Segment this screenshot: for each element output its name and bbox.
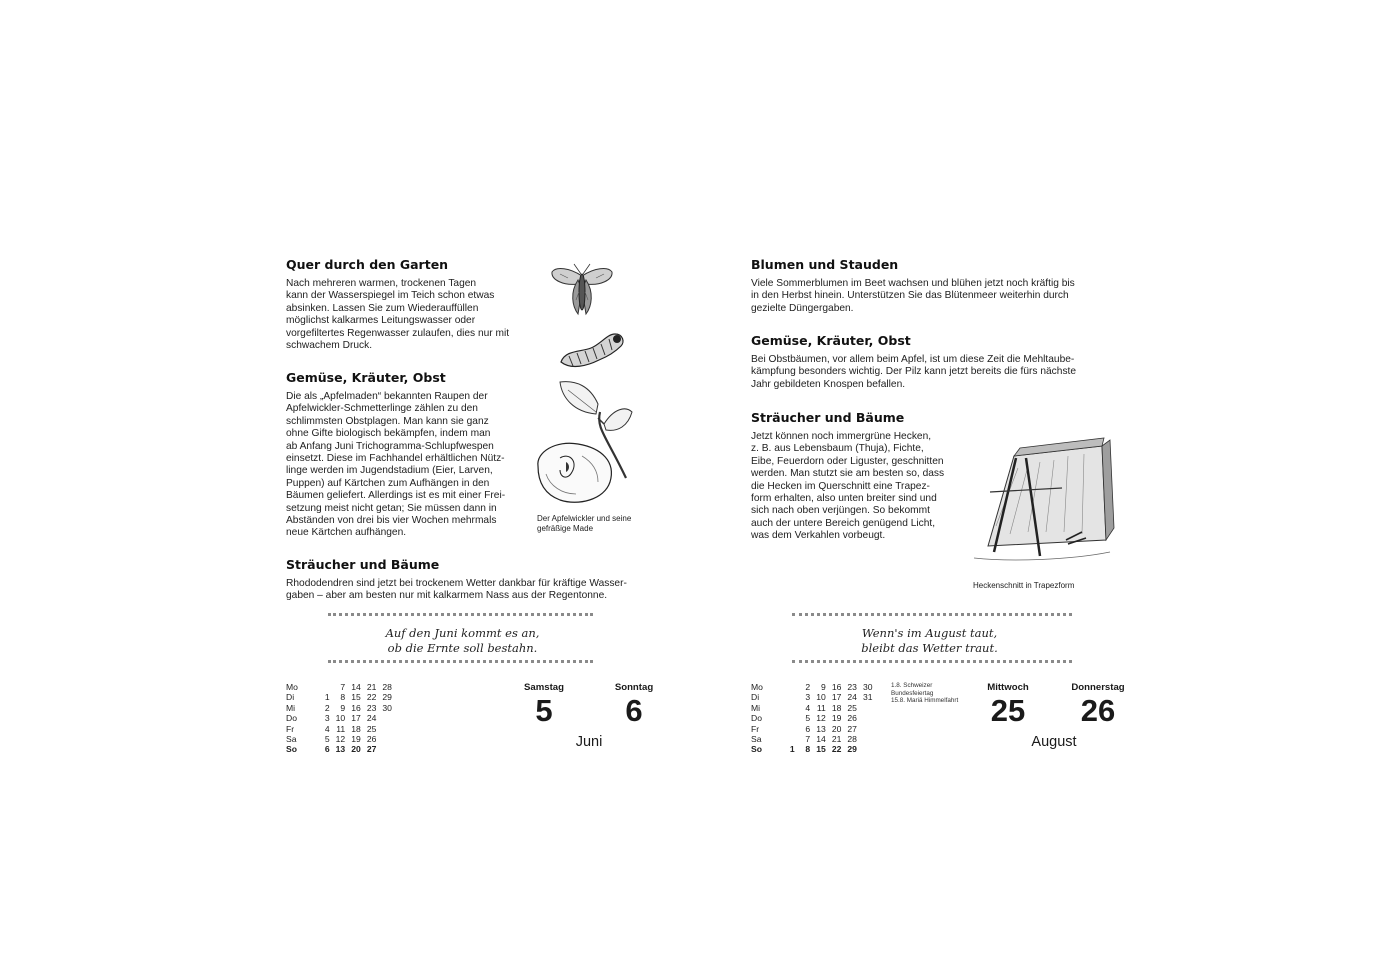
calendar-week-row [751, 692, 873, 702]
calendar-date [376, 744, 392, 754]
calendar-date: 26 [847, 713, 857, 724]
calendar-date: 13 [816, 723, 826, 734]
weather-saying: Wenn's im August taut, bleibt das Wetter traut. [861, 626, 998, 655]
calendar-date: 17 [831, 692, 842, 703]
calendar-date: 6 [324, 744, 330, 755]
section-heading-garden: Quer durch den Garten [286, 257, 449, 272]
calendar-weekday: Mi [286, 702, 296, 713]
calendar-date: 24 [847, 692, 857, 703]
apple-leaves-illustration [532, 378, 634, 508]
month-calendar [286, 682, 392, 755]
caterpillar-illustration [555, 326, 627, 372]
calendar-date [779, 703, 795, 713]
calendar-date: 29 [847, 744, 857, 755]
calendar-date: 21 [831, 734, 842, 745]
calendar-week-row [751, 703, 873, 713]
day-number-sunday: 6 [625, 693, 643, 728]
calendar-weekday: Di [286, 692, 295, 703]
calendar-date: 18 [831, 702, 842, 713]
calendar-date [857, 744, 873, 754]
day-number-saturday: 5 [535, 693, 553, 728]
calendar-weekday: Fr [751, 723, 760, 734]
calendar-date: 1 [324, 692, 330, 703]
calendar-date: 29 [382, 692, 392, 703]
calendar-date [376, 734, 392, 744]
calendar-date: 9 [340, 702, 346, 713]
calendar-date [779, 734, 795, 744]
illustration-caption: Heckenschnitt in Trapezform [973, 581, 1075, 590]
day-name-thursday: Donnerstag [1071, 682, 1125, 693]
calendar-week-row [286, 692, 392, 702]
calendar-weekday: Sa [751, 734, 762, 745]
calendar-weekday: So [286, 744, 297, 755]
calendar-date [779, 713, 795, 723]
calendar-date: 23 [366, 702, 377, 713]
day-number-wednesday: 25 [990, 693, 1026, 728]
month-calendar [751, 682, 873, 755]
calendar-date: 5 [805, 713, 811, 724]
calendar-date [376, 724, 392, 734]
calendar-weekday: Do [751, 713, 762, 724]
right-page [700, 0, 1400, 960]
day-number-thursday: 26 [1080, 693, 1116, 728]
calendar-weekday: So [751, 744, 762, 755]
calendar-week-row [286, 724, 392, 734]
calendar-date: 15 [816, 744, 826, 755]
calendar-date: 27 [847, 723, 857, 734]
calendar-date: 17 [351, 713, 361, 724]
section-text-shrubs: Rhododendren sind jetzt bei trockenem Wetter dankbar für kräftige Wasser- gaben – aber am besten nur mit kalkarmem Nass aus der Regentonne. [286, 578, 627, 602]
section-text-shrubs: Jetzt können noch immergrüne Hecken, z. B. aus Lebensbaum (Thuja), Fichte, Eibe, Feuerdorn oder Liguster, geschnitten werden. Man stutzt sie am besten so, dass die Hecken im Querschnitt eine Trapez- form erhalten, also unten breiter sind und sich nach oben verjüngen. So bekommt auch der untere Bereich genügend Licht, was dem Verkahlen vorbeugt. [751, 431, 945, 542]
month-name: Juni [575, 734, 603, 750]
month-name: August [1031, 734, 1077, 750]
hedge-trapezoid-illustration [970, 428, 1116, 578]
calendar-date: 14 [351, 682, 361, 692]
day-name-saturday: Samstag [524, 682, 564, 693]
calendar-weekday: Do [286, 713, 297, 724]
calendar-date: 8 [805, 744, 811, 755]
section-heading-vegetables: Gemüse, Kräuter, Obst [286, 370, 446, 385]
calendar-week-row [751, 724, 873, 734]
calendar-date: 11 [816, 702, 826, 713]
divider-bottom [328, 660, 593, 663]
calendar-date: 30 [382, 702, 392, 713]
calendar-date [857, 734, 873, 744]
calendar-date: 2 [805, 682, 811, 692]
calendar-date: 20 [831, 723, 842, 734]
calendar-date [376, 713, 392, 723]
calendar-date: 25 [847, 702, 857, 713]
calendar-week-row [286, 734, 392, 744]
section-heading-vegetables: Gemüse, Kräuter, Obst [751, 333, 911, 348]
calendar-date [314, 682, 330, 692]
calendar-date: 21 [366, 682, 377, 692]
calendar-weekday: Sa [286, 734, 297, 745]
section-heading-flowers: Blumen und Stauden [751, 257, 899, 272]
day-name-sunday: Sonntag [614, 682, 654, 693]
calendar-date: 15 [351, 692, 361, 703]
calendar-date: 6 [805, 723, 811, 734]
calendar-weekday: Mo [286, 682, 298, 692]
calendar-date: 8 [340, 692, 346, 703]
calendar-week-row [751, 682, 873, 692]
calendar-date: 22 [366, 692, 377, 703]
illustration-caption: Der Apfelwickler und seine gefräßige Made [537, 514, 632, 533]
calendar-weekday: Mo [751, 682, 763, 692]
calendar-weekday: Fr [286, 723, 295, 734]
section-text-garden: Nach mehreren warmen, trockenen Tagen kann der Wasserspiegel im Teich schon etwas absinken. Lassen Sie zum Wiederauffüllen möglichst kalkarmes Leitungswasser oder vorgefiltertes Regenwasser zulaufen, dies nur mit schwachem Druck. [286, 278, 510, 352]
weather-saying: Auf den Juni kommt es an, ob die Ernte soll bestahn. [385, 626, 540, 655]
divider-top [792, 613, 1072, 616]
calendar-date: 7 [805, 734, 811, 745]
calendar-date [857, 703, 873, 713]
calendar-week-row [286, 744, 392, 754]
calendar-date: 12 [335, 734, 346, 745]
calendar-date: 20 [351, 744, 361, 755]
calendar-date: 28 [847, 734, 857, 745]
calendar-date: 31 [863, 692, 873, 703]
calendar-date: 14 [816, 734, 826, 745]
calendar-date [779, 682, 795, 692]
calendar-date: 11 [336, 723, 346, 734]
calendar-date: 23 [847, 682, 857, 692]
calendar-date: 10 [816, 692, 826, 703]
calendar-week-row [286, 682, 392, 692]
calendar-date [779, 724, 795, 734]
calendar-date: 13 [335, 744, 346, 755]
calendar-date: 30 [863, 682, 873, 692]
calendar-date: 25 [366, 723, 377, 734]
calendar-date: 1 [789, 744, 795, 755]
section-text-vegetables: Bei Obstbäumen, vor allem beim Apfel, ist um diese Zeit die Mehltaube- kämpfung besonders wichtig. Der Pilz kann jetzt bereits die fürs nächste Jahr gebildeten Knospen befallen. [751, 354, 1077, 390]
section-heading-shrubs: Sträucher und Bäume [751, 410, 905, 425]
calendar-week-row [751, 734, 873, 744]
calendar-date: 16 [351, 702, 361, 713]
calendar-week-row [751, 744, 873, 754]
calendar-date: 19 [831, 713, 842, 724]
calendar-date [857, 724, 873, 734]
calendar-date: 19 [351, 734, 361, 745]
calendar-date: 26 [366, 734, 377, 745]
calendar-date: 7 [340, 682, 346, 692]
calendar-date: 10 [335, 713, 346, 724]
day-name-wednesday: Mittwoch [987, 682, 1029, 693]
section-text-flowers: Viele Sommerblumen im Beet wachsen und blühen jetzt noch kräftig bis in den Herbst hinein. Unterstützen Sie das Blütenmeer weiterhin durch gezielte Düngergaben. [751, 278, 1075, 314]
calendar-date: 3 [324, 713, 330, 724]
holiday-notes: 1.8. Schweizer Bundesfeiertag 15.8. Mariä Himmelfahrt [891, 682, 959, 704]
calendar-date: 16 [831, 682, 842, 692]
section-heading-shrubs: Sträucher und Bäume [286, 557, 440, 572]
calendar-date: 27 [366, 744, 377, 755]
calendar-week-row [286, 703, 392, 713]
moth-illustration [548, 262, 616, 324]
calendar-date: 3 [805, 692, 811, 703]
calendar-date: 5 [324, 734, 330, 745]
calendar-date: 4 [324, 723, 330, 734]
divider-bottom [792, 660, 1072, 663]
calendar-date: 12 [816, 713, 826, 724]
calendar-date: 22 [831, 744, 842, 755]
calendar-date: 28 [382, 682, 392, 692]
calendar-week-row [751, 713, 873, 723]
calendar-week-row [286, 713, 392, 723]
calendar-weekday: Di [751, 692, 760, 703]
section-text-vegetables: Die als „Apfelmaden“ bekannten Raupen der Apfelwickler-Schmetterlinge zählen zu den schlimmsten Obstplagen. Man kann sie ganz ohne Gifte biologisch bekämpfen, indem man ab Anfang Juni Trichogramma-Schlupfwespen einsetzt. Diese im Fachhandel erhältlichen Nütz- linge werden im Jugendstadium (Eier, Larven, Puppen) auf Kärtchen zum Aufhängen in den Bäumen geliefert. Allerdings ist es mit einer Frei- setzung meist nicht getan; Sie müssen dann in Abständen von drei bis vier Wochen mehrmals neue Kärtchen aufhängen. [286, 391, 506, 539]
calendar-date: 2 [324, 702, 330, 713]
calendar-date: 24 [366, 713, 377, 724]
calendar-weekday: Mi [751, 702, 761, 713]
divider-top [328, 613, 593, 616]
calendar-date: 18 [351, 723, 361, 734]
calendar-date [857, 713, 873, 723]
calendar-date: 4 [805, 702, 811, 713]
calendar-date [779, 692, 795, 702]
calendar-date: 9 [821, 682, 826, 692]
